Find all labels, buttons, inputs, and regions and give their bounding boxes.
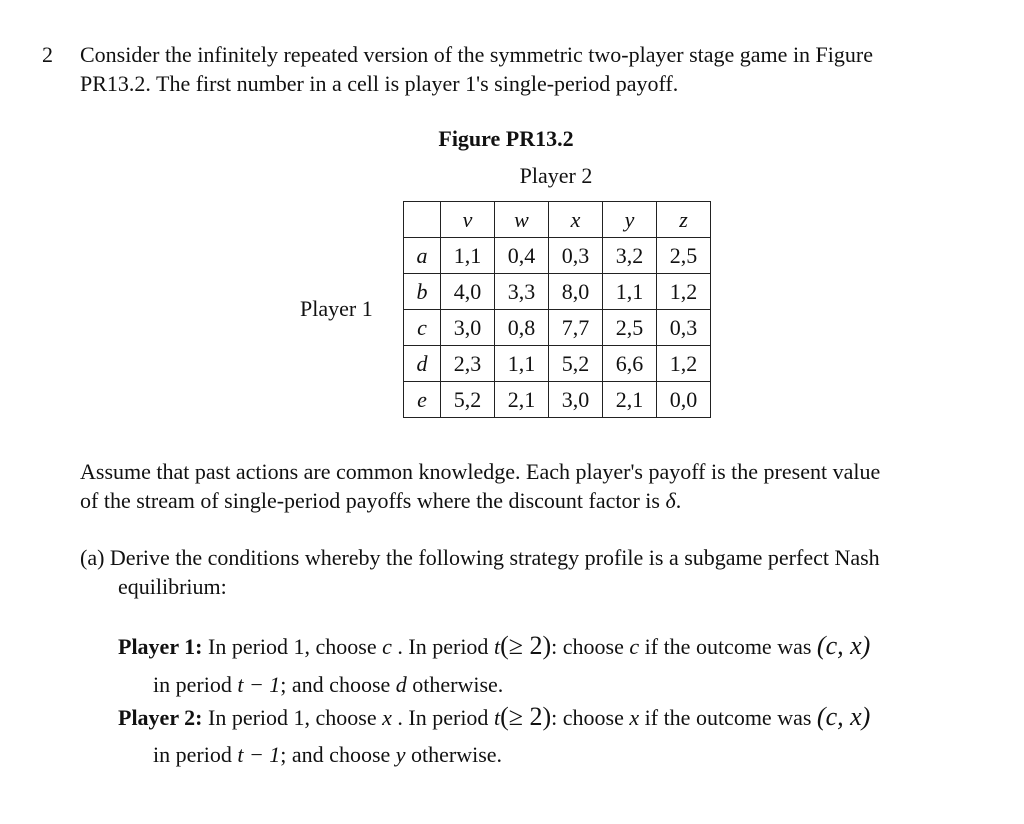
period-condition: (≥ 2): [500, 702, 552, 731]
table-row: [404, 310, 711, 346]
column-header: w: [495, 202, 549, 238]
payoff-cell: 1,1: [495, 346, 549, 382]
payoff-cell: 3,2: [603, 238, 657, 274]
strategy-text: if the outcome was: [639, 705, 817, 730]
player-2-strategy-line-2: [153, 740, 502, 769]
table-row: [404, 346, 711, 382]
payoff-cell: 7,7: [549, 310, 603, 346]
previous-period-expression: t − 1: [237, 742, 281, 767]
assumption-line-1: Assume that past actions are common knowledge. Each player's payoff is the present value: [80, 459, 881, 484]
payoff-cell: 0,8: [495, 310, 549, 346]
assumption-end: .: [675, 488, 682, 513]
discount-factor-symbol: δ: [665, 488, 676, 513]
payoff-cell: 5,2: [549, 346, 603, 382]
assumption-line-2: [80, 486, 681, 515]
action-symbol: d: [395, 672, 407, 697]
payoff-cell: 0,4: [495, 238, 549, 274]
previous-period-expression: t − 1: [237, 672, 281, 697]
strategy-text: In period 1, choose: [202, 705, 383, 730]
strategy-text: In period 1, choose: [202, 634, 383, 659]
payoff-cell: 2,3: [441, 346, 495, 382]
payoff-cell: 0,3: [549, 238, 603, 274]
payoff-cell: 2,5: [657, 238, 711, 274]
question-number: 2: [42, 42, 53, 67]
column-header: y: [603, 202, 657, 238]
strategy-text: in period: [153, 672, 238, 697]
payoff-cell: 3,0: [549, 382, 603, 418]
column-header: v: [441, 202, 495, 238]
action-symbol: c: [382, 634, 392, 659]
period-variable: t: [493, 634, 501, 659]
part-a-line-2: equilibrium:: [118, 574, 227, 599]
payoff-cell: 3,0: [441, 310, 495, 346]
payoff-cell: 2,1: [495, 382, 549, 418]
strategy-text: . In period: [391, 705, 494, 730]
player-2-strategy-line-1: [118, 702, 870, 732]
table-row: [404, 382, 711, 418]
strategy-text: ; and choose: [280, 742, 396, 767]
question-intro-line-1: Consider the infinitely repeated version of the symmetric two-player stage game in Figure: [80, 42, 873, 67]
payoff-cell: 2,5: [603, 310, 657, 346]
payoff-cell: 0,0: [657, 382, 711, 418]
table-row: [404, 274, 711, 310]
period-condition: (≥ 2): [500, 631, 552, 660]
outcome-expression: (c, x): [816, 631, 871, 660]
strategy-text: otherwise.: [406, 672, 504, 697]
question-intro-line-2: PR13.2. The first number in a cell is player 1's single-period payoff.: [80, 71, 679, 96]
part-a-line-1: (a) Derive the conditions whereby the following strategy profile is a subgame perfect Nash: [80, 545, 880, 570]
action-symbol: c: [629, 634, 640, 659]
corner-cell: [404, 202, 441, 238]
outcome-expression: (c, x): [816, 702, 871, 731]
payoff-cell: 1,1: [441, 238, 495, 274]
row-header: e: [404, 382, 441, 418]
payoff-cell: 1,1: [603, 274, 657, 310]
row-header: b: [404, 274, 441, 310]
strategy-text: if the outcome was: [639, 634, 817, 659]
strategy-text: : choose: [551, 705, 630, 730]
strategy-text: otherwise.: [405, 742, 503, 767]
payoff-cell: 1,2: [657, 346, 711, 382]
column-header: z: [657, 202, 711, 238]
strategy-text: ; and choose: [280, 672, 396, 697]
player-1-strategy-line-2: [153, 670, 503, 699]
payoff-cell: 0,3: [657, 310, 711, 346]
column-header: x: [549, 202, 603, 238]
payoff-cell: 6,6: [603, 346, 657, 382]
action-symbol: y: [395, 742, 406, 767]
action-symbol: x: [382, 705, 392, 730]
player-1-strategy-line-1: [118, 631, 870, 661]
row-header: d: [404, 346, 441, 382]
action-symbol: x: [629, 705, 640, 730]
figure-title: Figure PR13.2: [438, 126, 574, 151]
payoff-cell: 1,2: [657, 274, 711, 310]
payoff-cell: 5,2: [441, 382, 495, 418]
strategy-text: . In period: [391, 634, 494, 659]
row-header: c: [404, 310, 441, 346]
row-header: a: [404, 238, 441, 274]
strategy-text: in period: [153, 742, 238, 767]
payoff-cell: 8,0: [549, 274, 603, 310]
player-1-label: Player 1: [300, 296, 373, 321]
table-row: [404, 238, 711, 274]
payoff-matrix: [403, 201, 711, 418]
payoff-cell: 2,1: [603, 382, 657, 418]
period-variable: t: [493, 705, 501, 730]
player-2-strategy-label: Player 2:: [118, 705, 203, 730]
player-2-label: Player 2: [519, 163, 593, 188]
assumption-text: of the stream of single-period payoffs where the discount factor is: [80, 488, 666, 513]
column-header-row: [404, 202, 711, 238]
payoff-cell: 3,3: [495, 274, 549, 310]
strategy-text: : choose: [551, 634, 630, 659]
payoff-cell: 4,0: [441, 274, 495, 310]
player-1-strategy-label: Player 1:: [118, 634, 203, 659]
